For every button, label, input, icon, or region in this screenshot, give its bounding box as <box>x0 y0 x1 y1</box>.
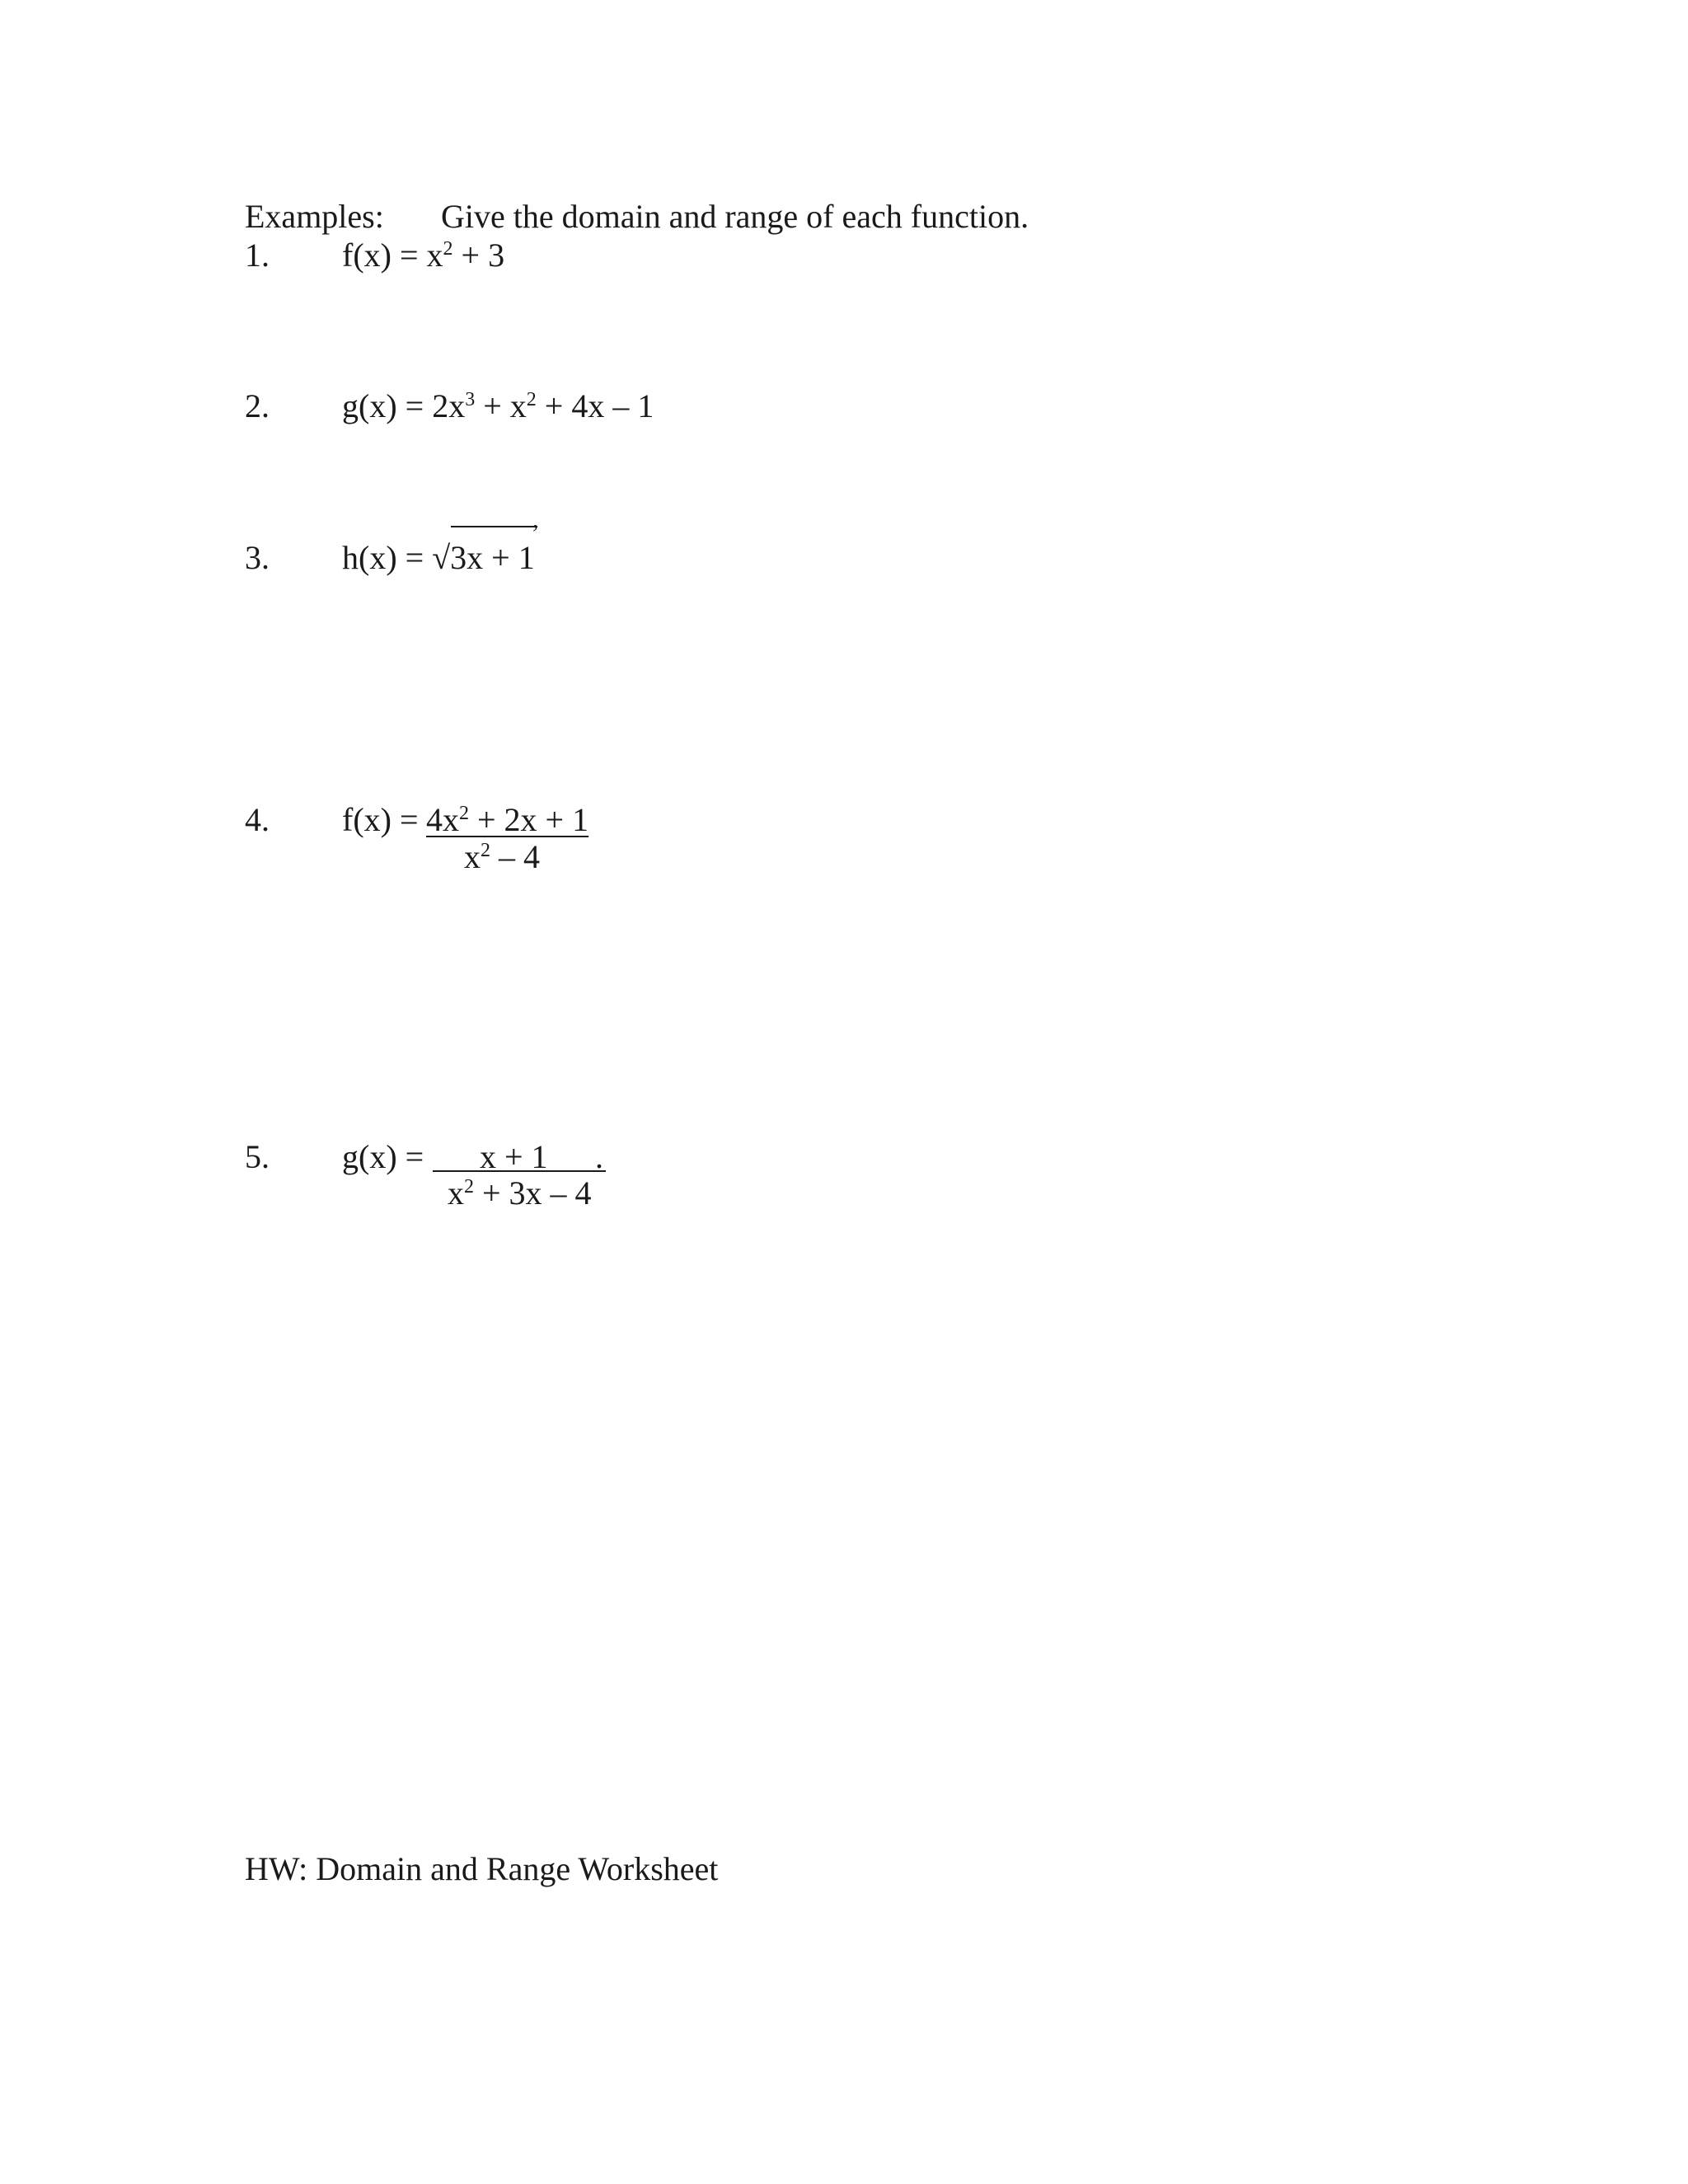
problem-4-lhs: f(x) = <box>342 801 419 838</box>
problem-3-number: 3. <box>245 539 270 576</box>
problem-4-number: 4. <box>245 801 270 838</box>
problem-2-expression: $g(x) = 2x^3 + x^2 + 4x - 1$ <box>342 387 654 424</box>
problem-4-numerator: $4x^2 + 2x + 1$ <box>426 801 589 838</box>
radical-vinculum <box>451 526 537 527</box>
examples-label: Examples: <box>245 198 384 235</box>
radical-tick-mark: , <box>532 506 539 533</box>
problem-5-denominator: $x^2 + 3x - 4$ <box>448 1174 592 1212</box>
problem-1-expression: $f(x) = x^2 + 3$ <box>342 237 505 274</box>
problem-4-denominator: $x^2 - 4$ <box>464 838 540 875</box>
problem-1-number: 1. <box>245 237 270 274</box>
problem-5-number: 5. <box>245 1138 270 1175</box>
problem-5-numerator: x + 1 <box>480 1138 548 1175</box>
problem-5-lhs: g(x) = <box>342 1138 424 1175</box>
homework-assignment: HW: Domain and Range Worksheet <box>245 1850 719 1887</box>
instruction-text: Give the domain and range of each function. <box>441 198 1029 235</box>
problem-2-number: 2. <box>245 387 270 424</box>
problem-3-expression: h(x) = √3x + 1 <box>342 539 535 576</box>
problem-5-trailing-period: . <box>595 1138 603 1175</box>
